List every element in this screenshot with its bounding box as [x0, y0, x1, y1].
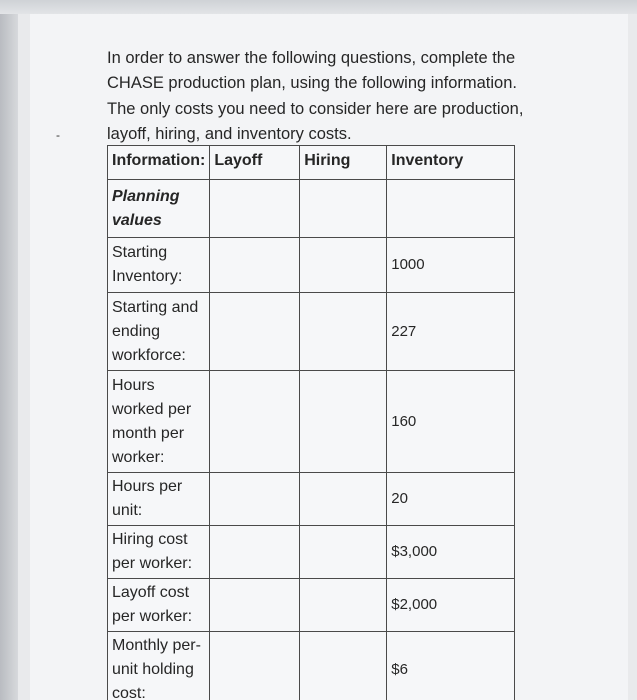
row-label: Hiring cost per worker: [108, 526, 210, 579]
intro-paragraph: In order to answer the following questions, complete the CHASE production plan, using the following information. The only costs you need to consider here are production, layoff, hiring, and inventory costs. [107, 48, 524, 143]
top-edge [0, 0, 637, 14]
inventory-cell: $2,000 [387, 579, 515, 632]
table-row [108, 293, 515, 371]
layoff-cell [210, 180, 300, 238]
row-label: Starting Inventory: [108, 238, 210, 293]
row-label: Starting and ending workforce: [108, 293, 210, 371]
inventory-cell: $3,000 [387, 526, 515, 579]
table-header-row [108, 146, 515, 180]
margin-mark: - [56, 128, 60, 142]
row-label: Planning values [108, 180, 210, 238]
inventory-cell: $6 [387, 632, 515, 700]
hiring-cell [300, 526, 387, 579]
inventory-cell [387, 180, 515, 238]
layoff-cell [210, 293, 300, 371]
inventory-cell: 227 [387, 293, 515, 371]
table-row [108, 579, 515, 632]
layoff-cell [210, 473, 300, 526]
hiring-cell [300, 371, 387, 473]
layoff-cell [210, 238, 300, 293]
inventory-cell: 20 [387, 473, 515, 526]
hiring-cell [300, 180, 387, 238]
hiring-cell [300, 473, 387, 526]
table-row [108, 180, 515, 238]
table-row [108, 632, 515, 700]
information-table [107, 145, 515, 700]
layoff-cell [210, 371, 300, 473]
row-label: Monthly per-unit holding cost: [108, 632, 210, 700]
left-edge [0, 14, 18, 700]
table-row [108, 238, 515, 293]
header-inventory: Inventory [387, 146, 515, 180]
layoff-cell [210, 579, 300, 632]
table-row [108, 526, 515, 579]
table-row [108, 371, 515, 473]
hiring-cell [300, 293, 387, 371]
row-label: Hours worked per month per worker: [108, 371, 210, 473]
row-label: Hours per unit: [108, 473, 210, 526]
inventory-cell: 1000 [387, 238, 515, 293]
row-label: Layoff cost per worker: [108, 579, 210, 632]
layoff-cell [210, 632, 300, 700]
hiring-cell [300, 632, 387, 700]
header-information: Information: [108, 146, 210, 180]
header-layoff: Layoff [210, 146, 300, 180]
layoff-cell [210, 526, 300, 579]
hiring-cell [300, 579, 387, 632]
table-row [108, 473, 515, 526]
header-hiring: Hiring [300, 146, 387, 180]
inventory-cell: 160 [387, 371, 515, 473]
hiring-cell [300, 238, 387, 293]
